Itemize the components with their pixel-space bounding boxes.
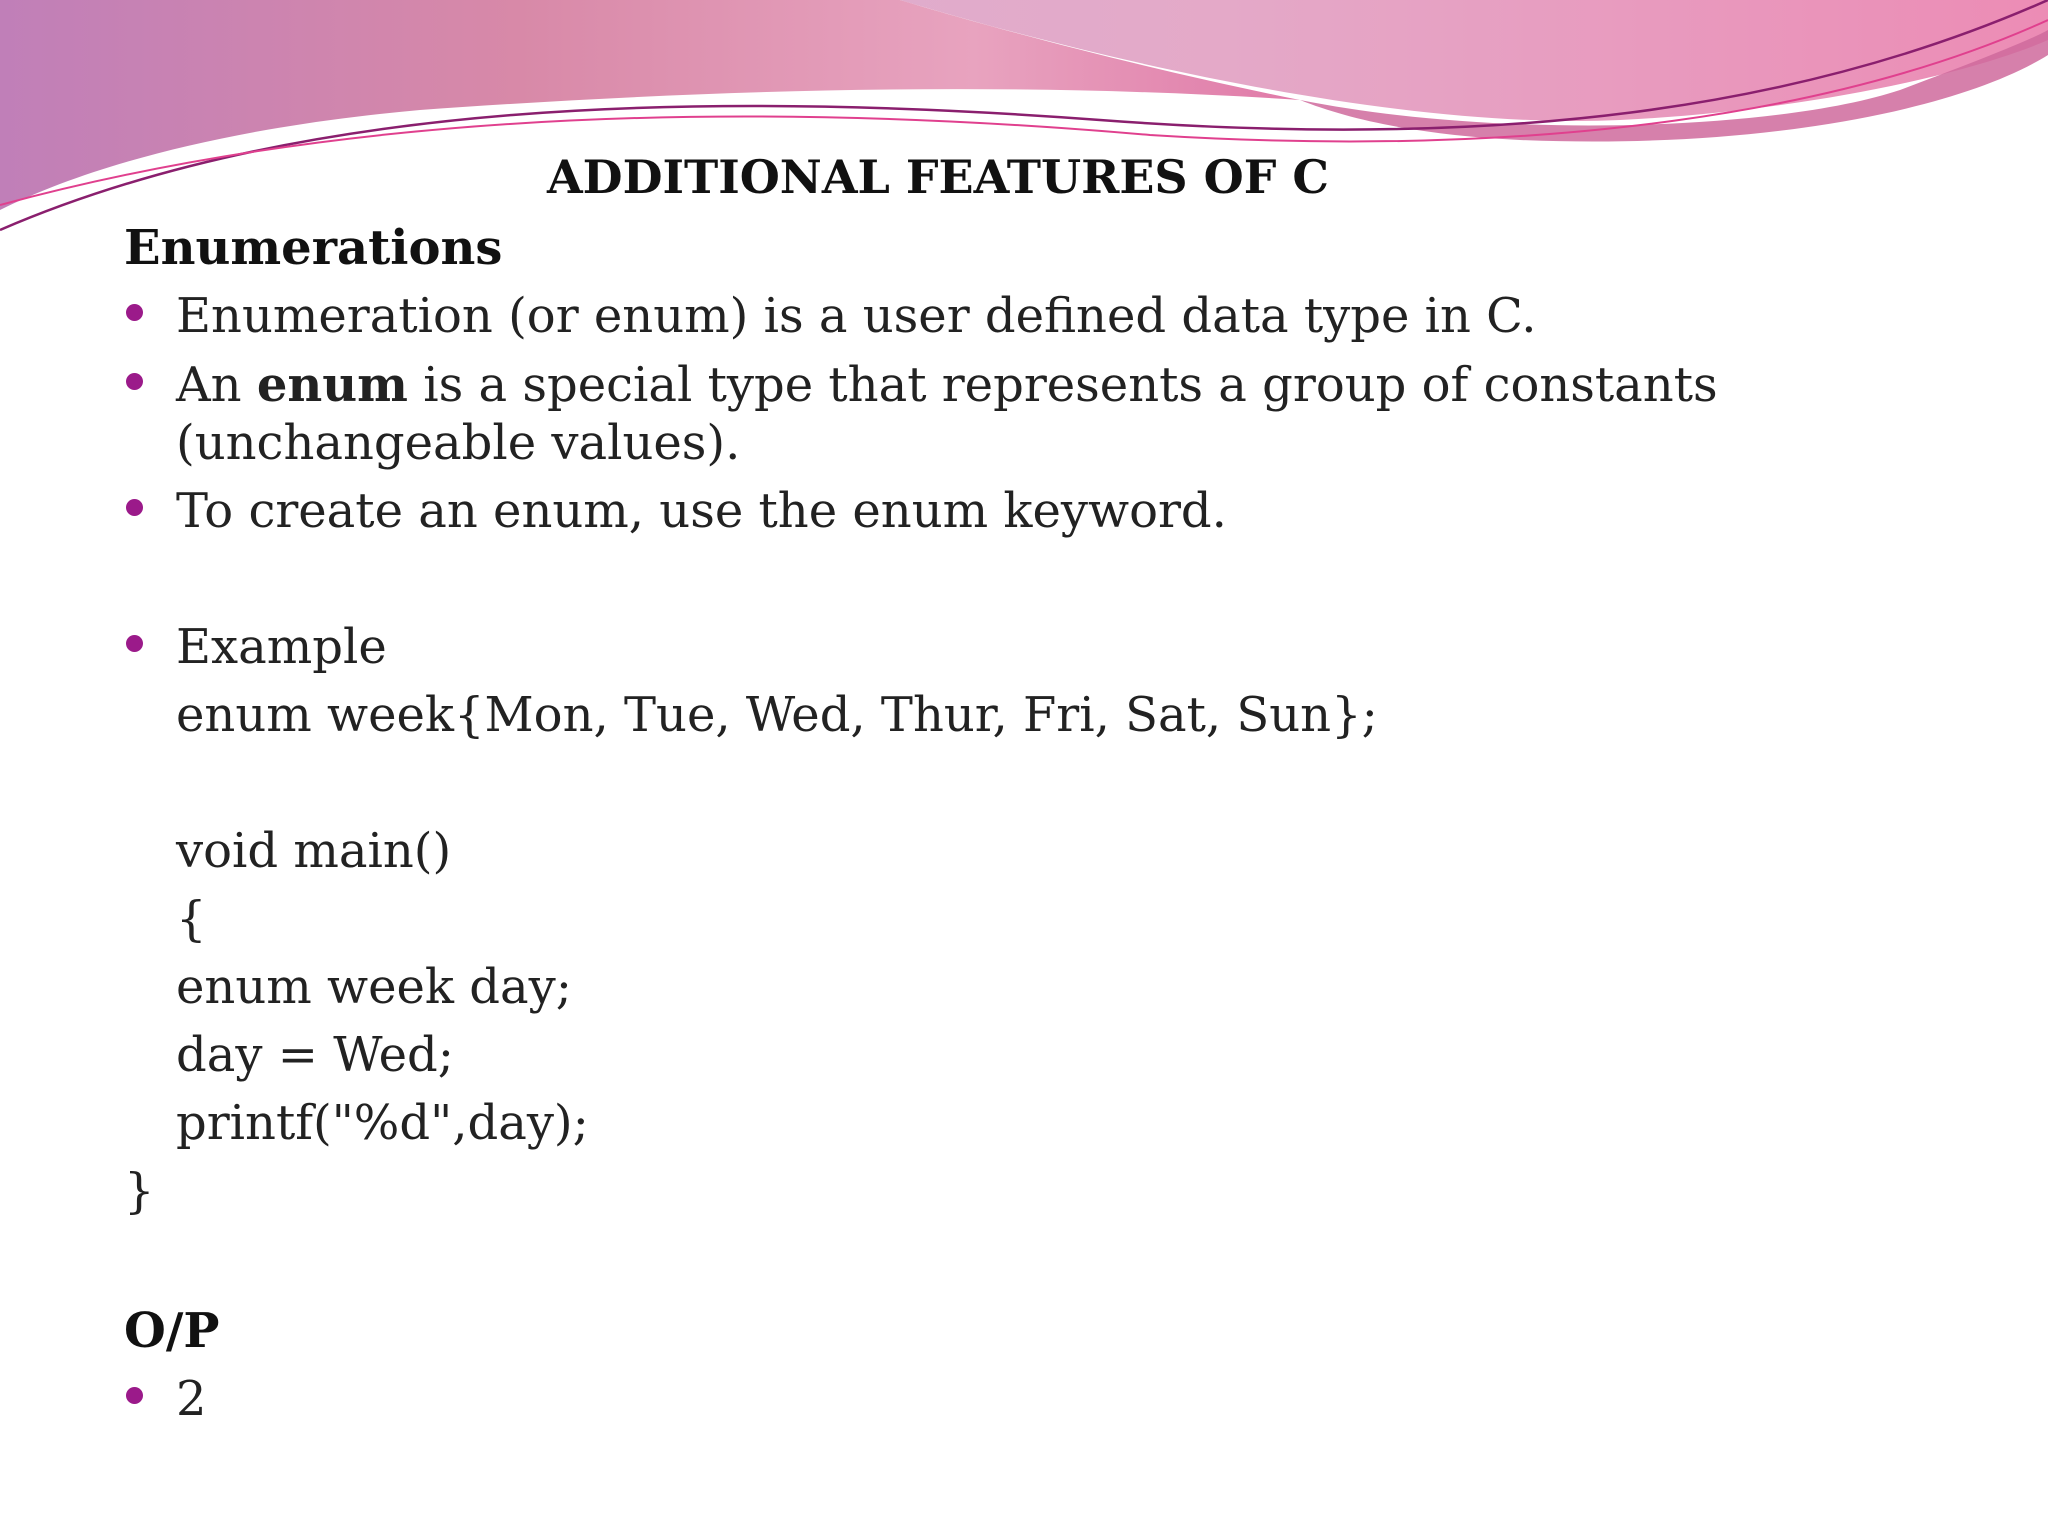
header-wave-decoration (0, 0, 2048, 240)
enum-text-prefix: An (176, 357, 257, 413)
code-line: printf("%d",day); (176, 1095, 589, 1151)
bullet-example: Example (176, 619, 387, 675)
output-value: 2 (176, 1371, 207, 1427)
bullet-enum-keyword: To create an enum, use the enum keyword. (176, 483, 1227, 539)
code-line: enum week day; (176, 959, 572, 1015)
output-heading: O/P (124, 1303, 220, 1359)
slide-title: ADDITIONAL FEATURES OF C (546, 150, 1330, 204)
bullet-enum-constants-continuation: (unchangeable values). (176, 415, 741, 471)
enum-text-suffix: is a special type that represents a group of constants (407, 357, 1718, 413)
code-line: void main() (176, 823, 452, 879)
bullet-icon (126, 635, 143, 652)
bullet-enum-definition: Enumeration (or enum) is a user defined data type in C. (176, 288, 1537, 344)
bullet-icon (126, 304, 143, 321)
code-line: enum week{Mon, Tue, Wed, Thur, Fri, Sat, Sun}; (176, 687, 1378, 743)
bullet-enum-constants (176, 356, 1718, 414)
bullet-icon (126, 373, 143, 390)
code-line: day = Wed; (176, 1027, 454, 1083)
code-line: } (124, 1163, 155, 1219)
enum-keyword-bold: enum (256, 357, 408, 413)
bullet-icon (126, 499, 143, 516)
section-heading-enumerations: Enumerations (124, 220, 503, 276)
code-line: { (176, 891, 207, 947)
bullet-icon (126, 1387, 143, 1404)
